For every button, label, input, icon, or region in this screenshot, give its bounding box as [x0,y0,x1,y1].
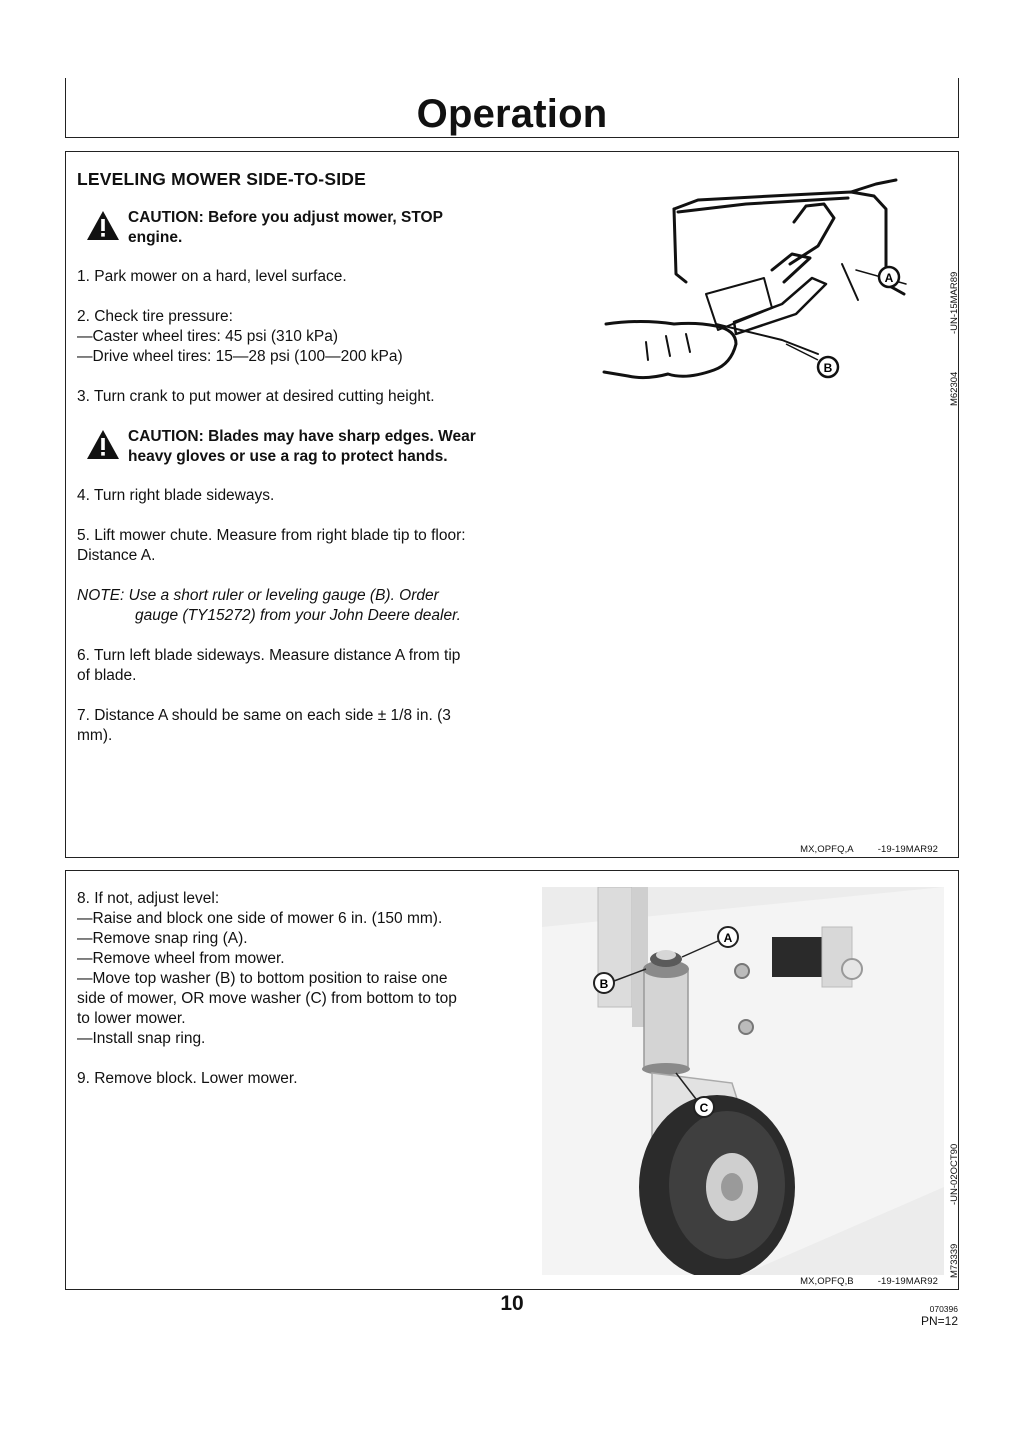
step-line: 7. Distance A should be same on each side ± 1/8 in. (3 [77,707,451,724]
step-9: 9. Remove block. Lower mower. [77,1070,298,1087]
warning-triangle-icon [86,210,120,241]
step-line: 8. If not, adjust level: [77,890,220,907]
callout-a-label: A [884,271,894,285]
step-line: —Raise and block one side of mower 6 in. (150 mm). [77,910,443,927]
document-code: 070396 [929,1304,958,1314]
adjust-level-instructions [77,889,517,1109]
figure-date: -UN-15MAR89 [949,271,960,334]
warning-triangle-icon [86,429,120,460]
callout-a-label: A [723,931,733,945]
step-6 [77,646,517,686]
section-footer-code [800,844,938,855]
leveling-section [65,151,959,858]
step-4: 4. Turn right blade sideways. [77,487,275,504]
footer-code: MX,OPFQ,A [800,844,854,855]
pn-label: PN=12 [920,1314,958,1328]
footer-date: -19-19MAR92 [877,1276,938,1287]
caution-line: CAUTION: Before you adjust mower, STOP [128,209,443,226]
caster-wheel-photo [542,887,944,1275]
caution-line: engine. [128,229,183,246]
step-line: —Caster wheel tires: 45 psi (310 kPa) [77,328,339,345]
header-frame-bottom [65,137,959,138]
section-footer-code [800,1276,938,1287]
footer-date: -19-19MAR92 [877,844,938,855]
step-line: of blade. [77,667,137,684]
step-1: 1. Park mower on a hard, level surface. [77,268,347,285]
figure-code: M73339 [949,1243,960,1278]
leveling-instructions [77,169,517,766]
step-line: 6. Turn left blade sideways. Measure distance A from tip [77,647,461,664]
step-line: 5. Lift mower chute. Measure from right blade tip to floor: [77,527,466,544]
section-heading: LEVELING MOWER SIDE-TO-SIDE [77,169,366,189]
step-line: 2. Check tire pressure: [77,308,233,325]
step-5 [77,526,517,566]
note [77,586,517,626]
step-8 [77,889,517,1049]
note-line: NOTE: Use a short ruler or leveling gauge (B). Order [77,587,439,604]
step-2 [77,307,517,367]
callout-c-label: C [699,1101,709,1115]
step-line: —Install snap ring. [77,1030,206,1047]
step-line: —Move top washer (B) to bottom position to raise one [77,970,448,987]
step-line: —Drive wheel tires: 15—28 psi (100—200 kPa) [77,348,403,365]
page-number: 10 [500,1292,524,1315]
note-line: gauge (TY15272) from your John Deere dealer. [135,607,461,624]
step-line: to lower mower. [77,1010,186,1027]
blade-measurement-illustration [586,174,941,404]
step-7 [77,706,517,746]
step-line: —Remove snap ring (A). [77,930,248,947]
step-line: —Remove wheel from mower. [77,950,285,967]
adjust-level-section [65,870,959,1290]
step-3: 3. Turn crank to put mower at desired cutting height. [77,388,435,405]
figure-date: -UN-02OCT90 [949,1143,960,1205]
caution-line: heavy gloves or use a rag to protect hands. [128,448,448,465]
callout-b-label: B [823,361,833,375]
step-line: mm). [77,727,113,744]
step-line: side of mower, OR move washer (C) from bottom to top [77,990,457,1007]
figure-code: M62304 [949,371,960,406]
callout-b-label: B [599,977,609,991]
page-title: Operation [416,92,608,136]
caution-line: CAUTION: Blades may have sharp edges. Wear [128,428,476,445]
footer-code: MX,OPFQ,B [800,1276,854,1287]
caution-block-stop-engine [77,208,517,248]
caution-block-sharp-blades [77,427,517,467]
step-line: Distance A. [77,547,156,564]
